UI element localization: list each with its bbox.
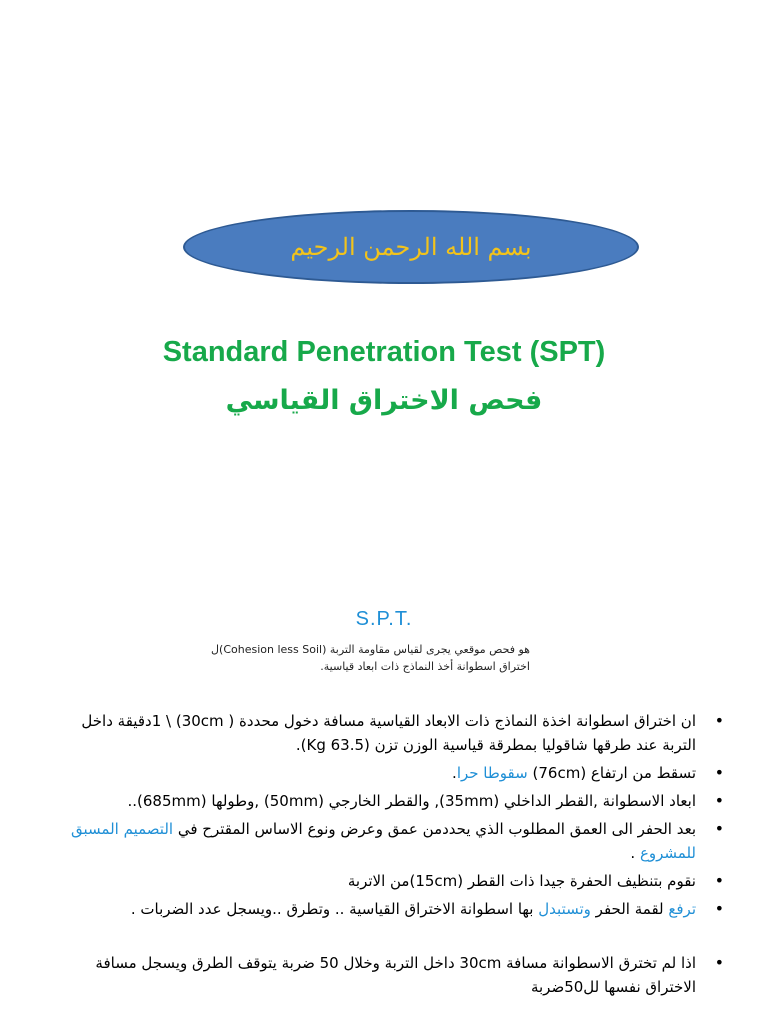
- list-item-highlight: سقوطا حرا: [456, 764, 528, 782]
- list-item-highlight-2: وتستبدل: [538, 900, 591, 918]
- list-item-text: اذا لم تخترق الاسطوانة مسافة 30cm داخل التربة وخلال 50 ضربة يتوقف الطرق ويسجل مسافة الاختراق نفسها لل50ضربة: [95, 954, 696, 996]
- list-item: [60, 709, 730, 757]
- bullet-icon: •: [714, 871, 724, 890]
- page-title-arabic: فحص الاختراق القياسي: [225, 385, 543, 416]
- list-item-text-end: .: [630, 844, 636, 862]
- definition-line1-term: (Cohesion less Soil)ل: [211, 643, 327, 656]
- list-item: [60, 789, 730, 813]
- bullet-icon: •: [714, 711, 724, 730]
- list-item-text-end: بها اسطوانة الاختراق القياسية .. وتطرق ..ويسجل عدد الضربات .: [130, 900, 534, 918]
- list-item-text: تسقط من ارتفاع (76cm): [532, 764, 696, 782]
- bullet-icon: •: [714, 819, 724, 838]
- list-item-highlight: ترفع: [668, 900, 696, 918]
- list-item-text: بعد الحفر الى العمق المطلوب الذي يحددمن عمق وعرض ونوع الاساس المقترح في: [177, 820, 696, 838]
- list-item: [60, 897, 730, 921]
- list-item-text: نقوم بتنظيف الحفرة جيدا ذات القطر (15cm)من الاتربة: [347, 872, 696, 890]
- list-item: [60, 817, 730, 865]
- definition-line1-prefix: هو فحص موقعي يجرى لقياس مقاومة التربة: [329, 643, 530, 656]
- bullet-icon: •: [714, 899, 724, 918]
- list-item-text: ابعاد الاسطوانة ,القطر الداخلي (35mm), والقطر الخارجي (50mm) ,وطولها (685mm)..: [127, 792, 696, 810]
- list-item: [60, 951, 730, 999]
- bullet-icon: •: [714, 791, 724, 810]
- list-item-text: ان اختراق اسطوانة اخذة النماذج ذات الابعاد القياسية مسافة دخول محددة ( 30cm) \ 1دقيقة داخل التربة عند طرقها شاقوليا بمطرقة قياسية الوزن تزن (63.5 Kg).: [81, 712, 696, 754]
- list-item-text-end: .: [452, 764, 457, 782]
- basmala-banner: [183, 210, 639, 284]
- definition-text: [150, 641, 530, 675]
- list-item: [60, 869, 730, 893]
- list-item-text: لقمة الحفر: [595, 900, 664, 918]
- page-title-english: Standard Penetration Test (SPT): [162, 336, 606, 368]
- bullet-list: [60, 709, 730, 1003]
- list-item-highlight: التصميم المسبق للمشروع: [71, 820, 696, 862]
- bullet-icon: •: [714, 763, 724, 782]
- list-item: [60, 761, 730, 785]
- section-heading: S.P.T.: [355, 608, 413, 630]
- basmala-text: بسم الله الرحمن الرحيم: [290, 233, 532, 261]
- definition-line2: اختراق اسطوانة أخذ النماذج ذات ابعاد قياسية.: [320, 660, 530, 673]
- bullet-icon: •: [714, 953, 724, 972]
